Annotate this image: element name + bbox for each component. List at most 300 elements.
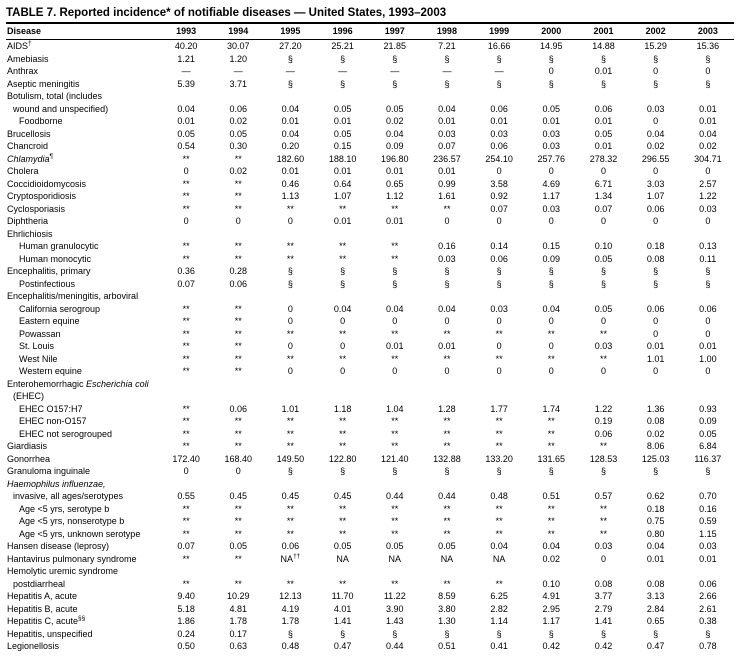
value-cell: 0 — [653, 316, 659, 326]
value-cell: 0.04 — [646, 541, 665, 551]
value-cell — [630, 390, 682, 403]
value-cell: 0.05 — [333, 541, 352, 551]
value-cell — [630, 478, 682, 491]
value-cell: ** — [234, 416, 242, 426]
value-cell: ** — [182, 241, 190, 251]
value-cell: 0 — [600, 316, 606, 326]
value-cell: 1.07 — [646, 191, 665, 201]
table-row — [6, 153, 734, 166]
col-header-disease: Disease — [6, 23, 160, 40]
value-cell: § — [496, 78, 502, 89]
value-cell — [160, 90, 212, 103]
value-cell — [473, 228, 525, 241]
value-cell: 0.55 — [177, 491, 195, 501]
value-cell: ** — [234, 178, 242, 189]
value-cell: ** — [443, 328, 451, 339]
value-cell: 0.15 — [333, 141, 352, 151]
value-cell: ** — [182, 253, 190, 264]
value-cell: § — [287, 78, 293, 89]
value-cell: 1.41 — [333, 616, 352, 626]
value-cell — [682, 390, 734, 403]
value-cell: ** — [443, 353, 451, 364]
value-cell: 0.01 — [438, 341, 456, 351]
disease-label: Anthrax — [7, 66, 39, 76]
value-cell: 0.01 — [646, 553, 665, 564]
value-cell: § — [653, 466, 659, 476]
value-cell: § — [653, 53, 659, 64]
value-cell: 0.19 — [594, 416, 613, 426]
value-cell: 7.21 — [438, 41, 456, 51]
value-cell: 0.03 — [490, 303, 508, 314]
value-cell — [212, 390, 264, 403]
value-cell: 122.80 — [328, 453, 357, 464]
value-cell: 0.64 — [333, 178, 352, 189]
value-cell: ** — [547, 441, 555, 451]
value-cell — [682, 90, 734, 103]
value-cell — [369, 565, 421, 578]
value-cell: 1.30 — [438, 616, 456, 626]
value-cell: ** — [495, 578, 503, 589]
value-cell: 0 — [705, 66, 711, 76]
value-cell: 0 — [548, 66, 554, 76]
table-row — [6, 515, 734, 528]
value-cell: ** — [443, 578, 451, 589]
value-cell: 0.75 — [646, 516, 665, 526]
value-cell: § — [548, 278, 554, 289]
value-cell: 0.04 — [438, 303, 456, 314]
value-cell: 0.08 — [646, 253, 665, 264]
value-cell: ** — [234, 341, 242, 351]
value-cell — [525, 290, 577, 303]
value-cell — [525, 565, 577, 578]
value-cell: NA†† — [280, 552, 301, 564]
value-cell: 0.04 — [177, 103, 195, 114]
col-header-year-1995: 1995 — [264, 23, 316, 40]
value-cell: ** — [391, 441, 399, 451]
value-cell: ** — [339, 416, 347, 426]
value-cell: 0.03 — [438, 128, 456, 139]
value-cell: 0.05 — [386, 103, 404, 114]
value-cell: ** — [547, 428, 555, 439]
value-cell: 0 — [548, 216, 554, 226]
table-row — [6, 403, 734, 416]
table-row — [6, 65, 734, 78]
value-cell: ** — [547, 353, 555, 364]
value-cell: ** — [182, 303, 190, 314]
value-cell: 0.04 — [386, 128, 404, 139]
value-cell: § — [444, 53, 450, 64]
value-cell: § — [340, 278, 346, 289]
value-cell: 0.06 — [229, 403, 248, 414]
value-cell: 0.01 — [699, 553, 717, 564]
value-cell: 2.84 — [646, 603, 665, 614]
value-cell: 1.20 — [229, 53, 248, 64]
disease-label: Hemolytic uremic syndrome — [7, 566, 119, 576]
value-cell: 0.07 — [177, 278, 195, 289]
value-cell: 1.77 — [490, 403, 508, 414]
value-cell: 0.06 — [490, 103, 508, 114]
value-cell — [682, 290, 734, 303]
value-cell: 188.10 — [328, 153, 357, 164]
value-cell: 0 — [235, 216, 241, 226]
table-row — [6, 490, 734, 503]
value-cell: 0.13 — [699, 241, 717, 251]
disease-label: Diphtheria — [7, 216, 49, 226]
table-row — [6, 353, 734, 366]
value-cell: ** — [182, 428, 190, 439]
value-cell: — — [285, 66, 295, 76]
value-cell: ** — [443, 428, 451, 439]
value-cell: 121.40 — [381, 453, 409, 464]
value-cell: ** — [182, 403, 190, 414]
value-cell: 0 — [496, 366, 502, 376]
table-row — [6, 278, 734, 291]
value-cell: § — [600, 466, 606, 476]
value-cell — [369, 90, 421, 103]
value-cell: 0.80 — [646, 528, 665, 539]
value-cell: 0.03 — [438, 253, 456, 264]
value-cell: 1.12 — [386, 191, 404, 201]
col-header-year-1994: 1994 — [212, 23, 264, 40]
value-cell: ** — [182, 316, 190, 326]
value-cell: ** — [234, 428, 242, 439]
value-cell — [577, 565, 629, 578]
value-cell: § — [340, 53, 346, 64]
table-row — [6, 540, 734, 553]
disease-label: Gonorrhea — [7, 453, 51, 464]
table-row — [6, 565, 734, 578]
value-cell: 0.02 — [699, 141, 717, 151]
value-cell: 0.10 — [542, 578, 561, 589]
col-header-year-1999: 1999 — [473, 23, 525, 40]
disease-label: Human granulocytic — [19, 241, 99, 251]
value-cell: § — [653, 628, 659, 639]
value-cell: ** — [182, 341, 190, 351]
value-cell: ** — [339, 203, 347, 214]
value-cell — [369, 378, 421, 391]
disease-label: Hepatitis B, acute — [7, 603, 78, 614]
table-row — [6, 40, 734, 53]
value-cell: ** — [182, 553, 190, 564]
table-row — [6, 203, 734, 216]
disease-label: Hepatitis C, acute§§ — [7, 615, 86, 626]
value-cell — [630, 378, 682, 391]
value-cell: 0 — [340, 341, 346, 351]
value-cell: ** — [339, 241, 347, 251]
value-cell: § — [548, 466, 554, 476]
value-cell: — — [494, 66, 504, 76]
value-cell — [577, 290, 629, 303]
value-cell: 0.04 — [542, 541, 561, 551]
value-cell: 0 — [496, 316, 502, 326]
value-cell: § — [705, 266, 711, 276]
disease-label: wound and unspecified) — [13, 103, 109, 114]
value-cell: ** — [495, 528, 503, 539]
value-cell: 0.44 — [438, 491, 456, 501]
value-cell: 0.01 — [699, 103, 717, 114]
value-cell — [212, 378, 264, 391]
value-cell: 0.01 — [594, 66, 613, 76]
value-cell: 1.22 — [699, 191, 717, 201]
value-cell: 0.18 — [646, 241, 665, 251]
value-cell: 0 — [600, 553, 606, 564]
value-cell: 0.45 — [229, 491, 248, 501]
value-cell: 4.81 — [229, 603, 248, 614]
value-cell: 278.32 — [589, 153, 618, 164]
value-cell — [525, 378, 577, 391]
value-cell: 0.01 — [386, 216, 404, 226]
value-cell: ** — [286, 253, 294, 264]
value-cell: 254.10 — [485, 153, 513, 164]
disease-label: Age <5 yrs, serotype b — [19, 503, 110, 514]
value-cell — [473, 478, 525, 491]
value-cell: 0 — [287, 341, 293, 351]
table-row — [6, 140, 734, 153]
col-header-year-2000: 2000 — [525, 23, 577, 40]
value-cell: ** — [234, 316, 242, 326]
value-cell: 0.04 — [542, 303, 561, 314]
value-cell: 5.18 — [177, 603, 195, 614]
value-cell: 3.80 — [438, 603, 456, 614]
value-cell: 0.28 — [229, 266, 248, 276]
value-cell: 0 — [653, 366, 659, 376]
value-cell: 0.09 — [386, 141, 404, 151]
value-cell: ** — [234, 191, 242, 201]
value-cell: 0.48 — [281, 641, 300, 651]
value-cell: ** — [286, 203, 294, 214]
disease-label: postdiarrheal — [13, 578, 66, 589]
value-cell — [473, 378, 525, 391]
value-cell — [473, 290, 525, 303]
value-cell — [212, 290, 264, 303]
table-row — [6, 115, 734, 128]
value-cell — [317, 390, 369, 403]
value-cell: 0.06 — [229, 278, 248, 289]
value-cell: 0.01 — [333, 166, 352, 176]
value-cell: 3.58 — [490, 178, 508, 189]
value-cell: 0.03 — [542, 128, 561, 139]
value-cell: 6.71 — [594, 178, 613, 189]
table-row — [6, 303, 734, 316]
value-cell — [264, 390, 316, 403]
value-cell: 0.01 — [490, 116, 508, 126]
value-cell: § — [392, 278, 398, 289]
value-cell: ** — [339, 441, 347, 451]
value-cell: ** — [339, 516, 347, 526]
value-cell: ** — [599, 441, 607, 451]
disease-label: Chlamydia¶ — [7, 152, 54, 164]
value-cell: 0.06 — [594, 428, 613, 439]
value-cell: 10.29 — [226, 591, 250, 601]
table-row — [6, 103, 734, 116]
value-cell: 0 — [444, 366, 450, 376]
value-cell: 0 — [496, 216, 502, 226]
value-cell: 0.04 — [281, 128, 300, 139]
value-cell: 0 — [600, 166, 606, 176]
value-cell: 0.01 — [386, 166, 404, 176]
value-cell: 0.04 — [438, 103, 456, 114]
value-cell: ** — [182, 353, 190, 364]
value-cell: 9.40 — [177, 591, 195, 601]
value-cell — [264, 378, 316, 391]
value-cell: 0.03 — [542, 141, 561, 151]
value-cell: 0 — [287, 366, 293, 376]
value-cell: 0.09 — [699, 416, 717, 426]
value-cell — [264, 90, 316, 103]
value-cell: 0.18 — [646, 503, 665, 514]
value-cell: 304.71 — [694, 153, 722, 164]
disease-label: Hansen disease (leprosy) — [7, 541, 110, 551]
value-cell: ** — [234, 353, 242, 364]
value-cell — [317, 378, 369, 391]
value-cell — [212, 90, 264, 103]
value-cell — [212, 478, 264, 491]
value-cell: 40.20 — [174, 41, 198, 51]
value-cell: ** — [286, 428, 294, 439]
value-cell: — — [181, 66, 191, 76]
value-cell: 0.06 — [594, 103, 613, 114]
value-cell: 131.65 — [537, 453, 566, 464]
value-cell: 1.36 — [646, 403, 665, 414]
table-row — [6, 553, 734, 566]
value-cell: 0.20 — [281, 141, 300, 151]
value-cell: 1.41 — [594, 616, 613, 626]
value-cell: 0.06 — [646, 303, 665, 314]
disease-label: Enterohemorrhagic Escherichia coli — [7, 378, 149, 389]
value-cell: 0.45 — [333, 491, 352, 501]
value-cell: 0.11 — [699, 253, 717, 264]
value-cell: 0.01 — [281, 166, 300, 176]
value-cell: 4.19 — [281, 603, 300, 614]
value-cell: ** — [339, 353, 347, 364]
table-row — [6, 603, 734, 616]
value-cell: 0 — [340, 366, 346, 376]
value-cell: 0.01 — [646, 341, 665, 351]
value-cell: 128.53 — [589, 453, 618, 464]
disease-label: Eastern equine — [19, 316, 80, 326]
value-cell: § — [496, 466, 502, 476]
value-cell: 0.24 — [177, 628, 195, 639]
disease-label: AIDS† — [7, 40, 32, 51]
value-cell: 0.16 — [699, 503, 717, 514]
value-cell: 0.01 — [438, 116, 456, 126]
value-cell: 0 — [705, 328, 711, 339]
table-row — [6, 190, 734, 203]
value-cell — [421, 565, 473, 578]
value-cell: § — [444, 266, 450, 276]
value-cell: ** — [391, 516, 399, 526]
value-cell: 0.65 — [386, 178, 404, 189]
disease-label: Cholera — [7, 166, 39, 176]
value-cell: 1.18 — [333, 403, 352, 414]
value-cell: 0 — [287, 216, 293, 226]
value-cell: 25.21 — [331, 41, 354, 51]
value-cell — [577, 390, 629, 403]
value-cell: ** — [182, 516, 190, 526]
value-cell: 0 — [548, 316, 554, 326]
value-cell: ** — [443, 441, 451, 451]
value-cell: 0.57 — [594, 491, 613, 501]
value-cell: 0.01 — [333, 216, 352, 226]
value-cell: § — [600, 278, 606, 289]
value-cell: 0.04 — [699, 128, 717, 139]
disease-label: Foodborne — [19, 116, 63, 126]
table-row — [6, 90, 734, 103]
value-cell — [160, 390, 212, 403]
value-cell: § — [600, 628, 606, 639]
value-cell: § — [600, 53, 606, 64]
disease-label: EHEC non-O157 — [19, 416, 87, 426]
value-cell: 0.17 — [229, 628, 248, 639]
value-cell: 0.07 — [594, 203, 613, 214]
col-header-year-1997: 1997 — [369, 23, 421, 40]
value-cell: 0.04 — [386, 303, 404, 314]
value-cell: 11.70 — [331, 591, 354, 601]
disease-label: EHEC not serogrouped — [19, 428, 113, 439]
value-cell: 12.13 — [279, 591, 302, 601]
value-cell: ** — [391, 528, 399, 539]
value-cell — [317, 565, 369, 578]
value-cell: 0.05 — [177, 128, 195, 139]
value-cell: ** — [286, 416, 294, 426]
value-cell — [160, 290, 212, 303]
value-cell — [473, 390, 525, 403]
value-cell — [212, 565, 264, 578]
value-cell: 2.95 — [542, 603, 561, 614]
value-cell: 196.80 — [381, 153, 409, 164]
value-cell — [525, 390, 577, 403]
value-cell — [682, 228, 734, 241]
disease-label: Legionellosis — [7, 641, 60, 651]
value-cell: 0 — [392, 316, 398, 326]
value-cell — [421, 378, 473, 391]
value-cell: 0 — [705, 216, 711, 226]
disease-label: Botulism, total (includes — [7, 91, 103, 101]
value-cell: 0.06 — [646, 203, 665, 214]
value-cell: § — [444, 466, 450, 476]
value-cell — [317, 228, 369, 241]
value-cell: § — [392, 628, 398, 639]
value-cell: ** — [339, 528, 347, 539]
value-cell: 27.20 — [279, 41, 302, 51]
value-cell: 16.66 — [487, 41, 511, 51]
value-cell: ** — [495, 328, 503, 339]
value-cell: § — [340, 466, 346, 476]
value-cell: § — [548, 628, 554, 639]
value-cell: ** — [495, 416, 503, 426]
value-cell: ** — [182, 366, 190, 376]
value-cell — [473, 565, 525, 578]
disease-label: Ehrlichiosis — [7, 228, 53, 239]
value-cell: ** — [599, 516, 607, 526]
value-cell — [317, 478, 369, 491]
value-cell: NA — [492, 553, 506, 564]
table-row — [6, 628, 734, 641]
value-cell — [525, 478, 577, 491]
value-cell: § — [600, 266, 606, 276]
disease-label: Age <5 yrs, unknown serotype — [19, 528, 141, 539]
disease-label: (EHEC) — [13, 391, 44, 401]
value-cell: 0.06 — [490, 141, 508, 151]
value-cell: ** — [339, 328, 347, 339]
table-row — [6, 228, 734, 241]
value-cell: 0.05 — [333, 103, 352, 114]
value-cell: 0 — [287, 303, 293, 314]
disease-label: Hepatitis A, acute — [7, 591, 78, 601]
value-cell: 0.05 — [229, 541, 248, 551]
disease-label: Age <5 yrs, nonserotype b — [19, 516, 125, 526]
value-cell: 0 — [705, 316, 711, 326]
